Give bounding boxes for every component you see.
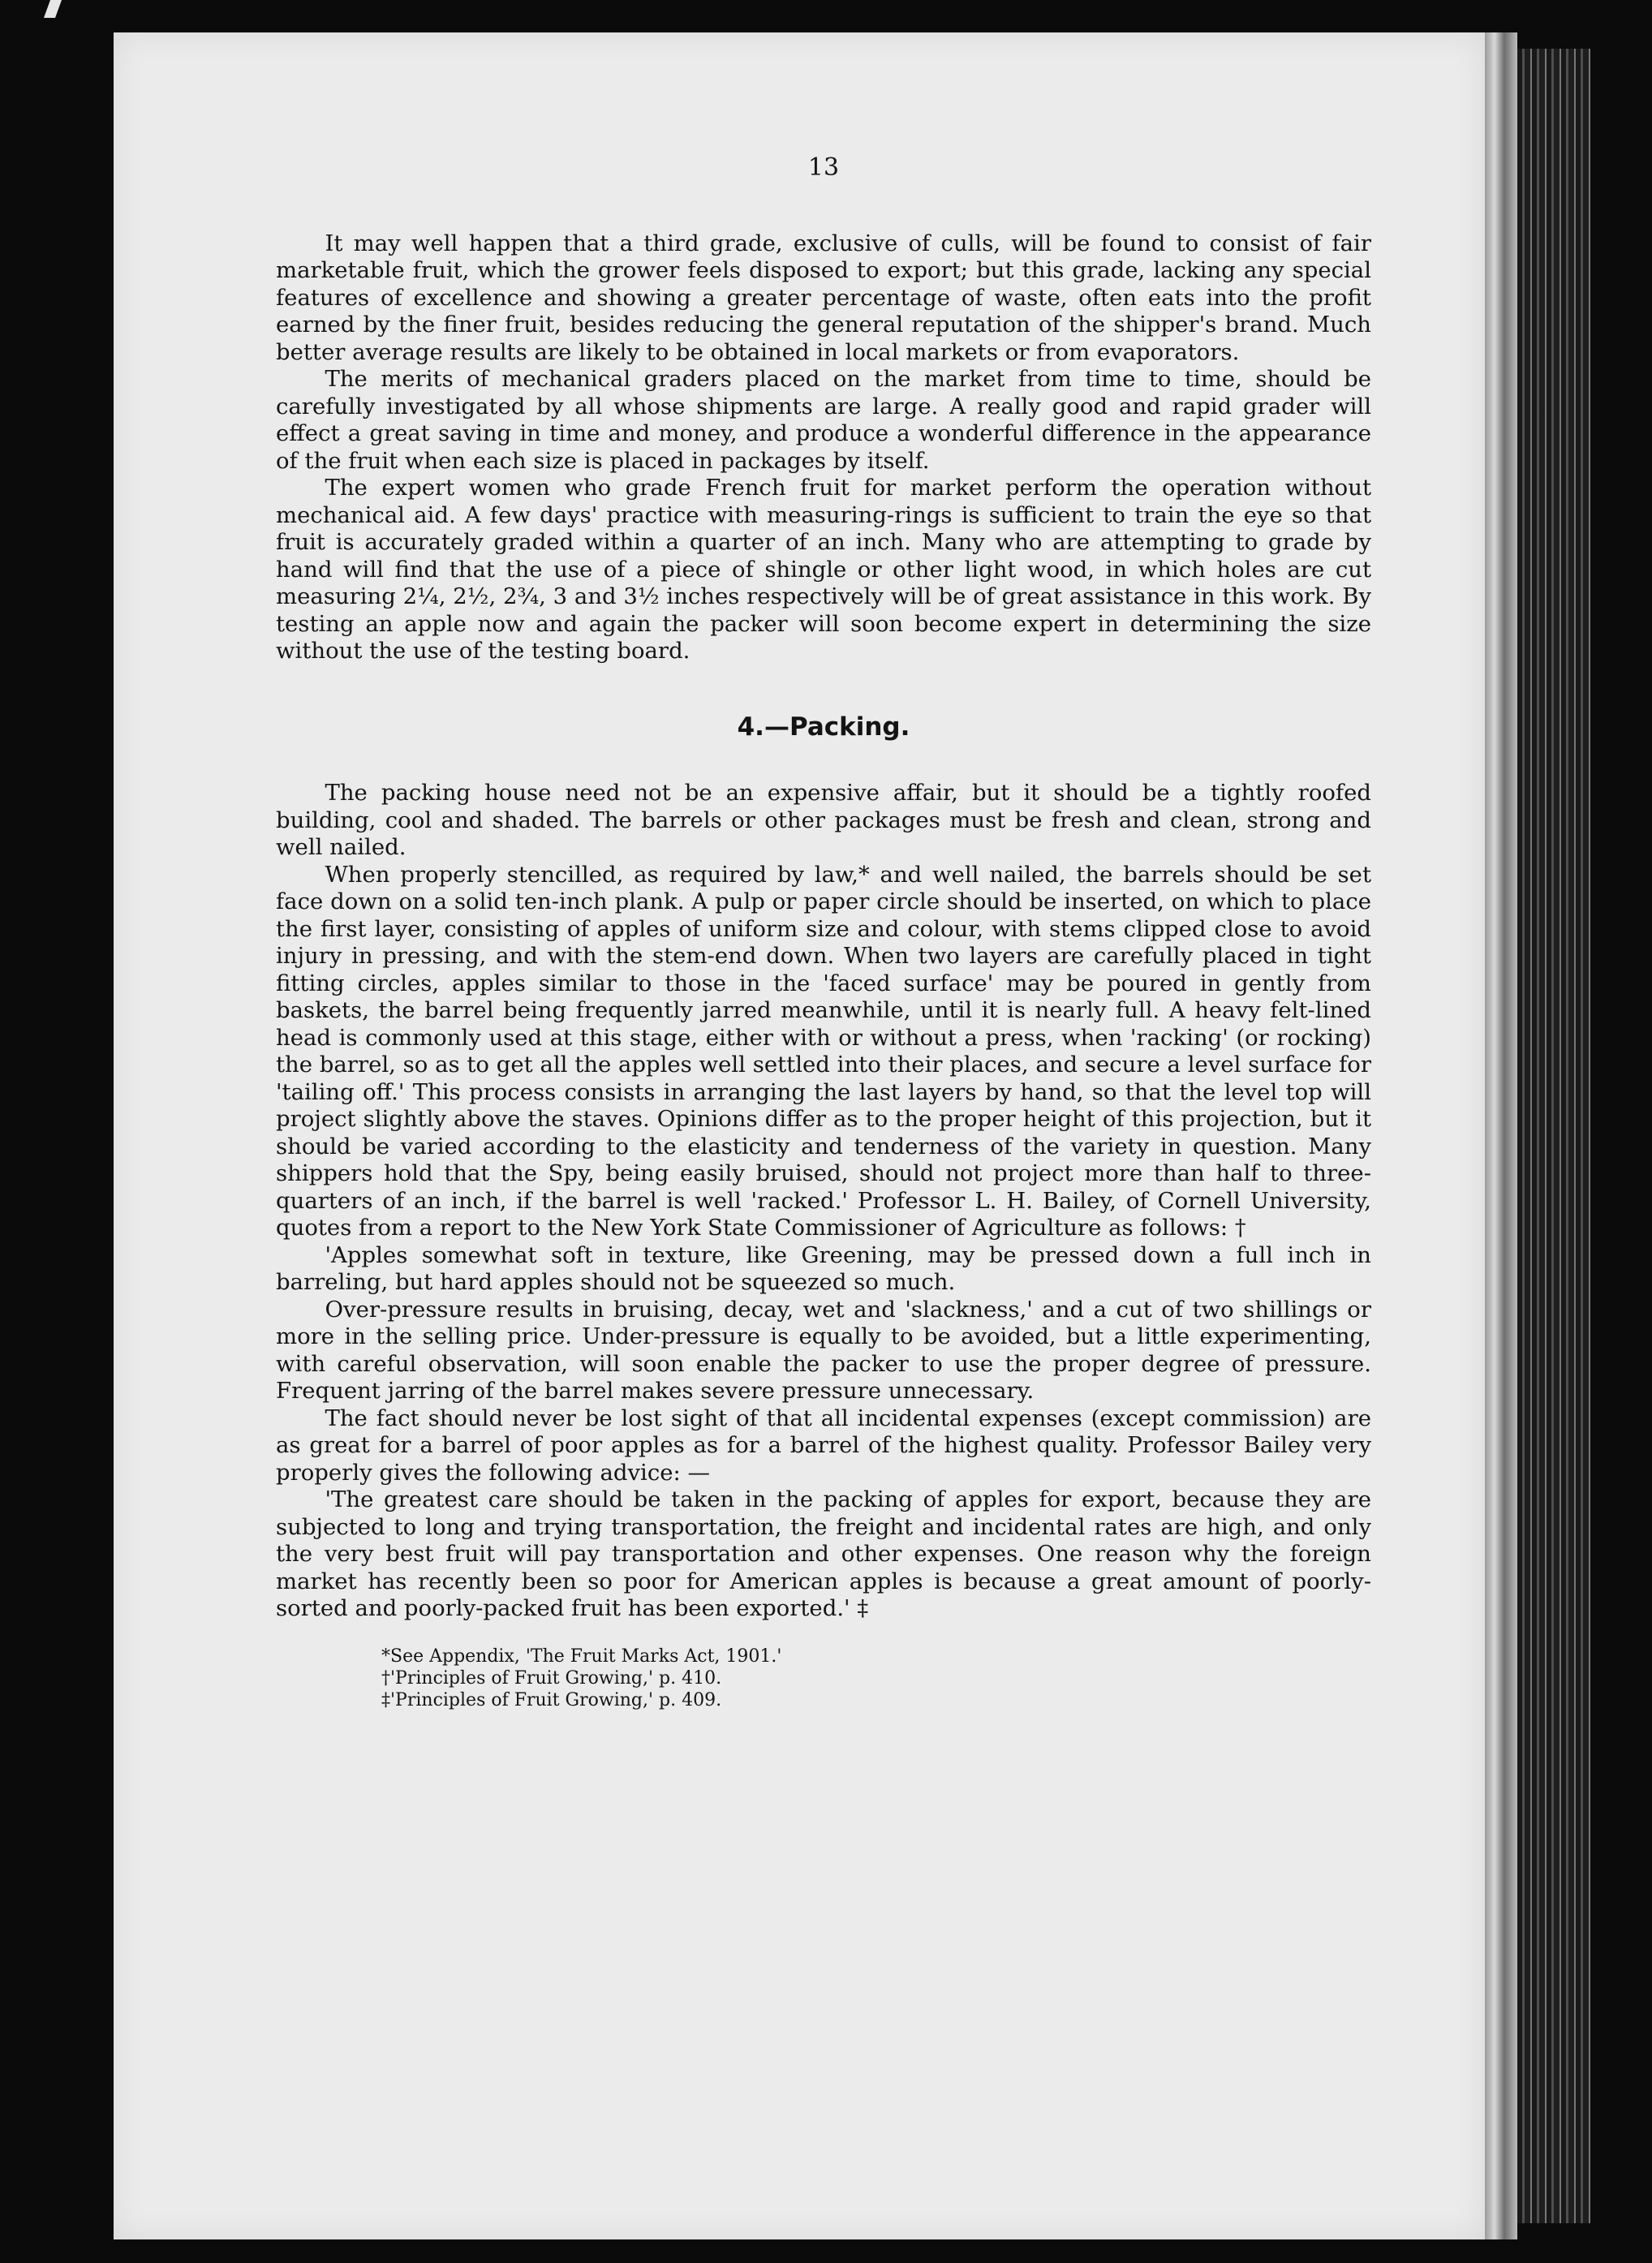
paragraph-expert-women: The expert women who grade French fruit for market perform the operation without mechanical aid. A few days' practice with measuring-rings is sufficient to train the eye so that fruit is accurately graded within a quarter of an inch. Many who are attempting to grade by hand will find that the use of a piece of shingle or other light wood, in which holes are cut measuring 2¼, 2½, 2¾, 3 and 3½ inches respectively will be of great assistance in this work. By testing an apple now and again the packer will soon become expert in determining the size without the use of the testing board.: [276, 475, 1371, 664]
footnote-principles-410: †'Principles of Fruit Growing,' p. 410.: [381, 1667, 722, 1689]
paragraph-stencilled-barrels: When properly stencilled, as required by law,* and well nailed, the barrels should be set face down on a solid ten-inch plank. A pulp or paper circle should be inserted, on which to place the first layer, consisting of apples of uniform size and colour, with stems clipped close to avoid injury in pressing, and with the stem-end down. When two layers are carefully placed in tight fitting circles, apples similar to those in the 'faced surface' may be poured in gently from baskets, the barrel being frequently jarred meanwhile, until it is nearly full. A heavy felt-lined head is commonly used at this stage, either with or without a press, when 'racking' (or rocking) the barrel, so as to get all the apples well settled into their places, and secure a level surface for 'tailing off.' This process consists in arranging the last layers by hand, so that the level top will project slightly above the staves. Opinions differ as to the proper height of this projection, but it should be varied according to the elasticity and tenderness of the variety in question. Many shippers hold that the Spy, being easily bruised, should not project more than half to three-quarters of an inch, if the barrel is well 'racked.' Professor L. H. Bailey, of Cornell University, quotes from a report to the New York State Commissioner of Agriculture as follows: †: [276, 861, 1371, 1241]
footnotes: [276, 1646, 1371, 1711]
page-content: [276, 154, 1371, 1711]
paragraph-mechanical-graders: The merits of mechanical graders placed on the market from time to time, should be carefully investigated by all whose shipments are large. A really good and rapid grader will effect a great saving in time and money, and produce a wonderful difference in the appearance of the fruit when each size is placed in packages by itself.: [276, 366, 1371, 474]
paragraph-incidental-expenses: The fact should never be lost sight of that all incidental expenses (except commission) are as great for a barrel of poor apples as for a barrel of the highest quality. Professor Bailey very properly gives the following advice: —: [276, 1405, 1371, 1486]
corner-mark: [44, 0, 62, 18]
page-edge: [1485, 32, 1517, 2239]
quote-greatest-care: 'The greatest care should be taken in the packing of apples for export, because they are subjected to long and trying transportation, the freight and incidental rates are high, and only the very best fruit will pay transportation and other expenses. One reason why the foreign market has recently been so poor for American apples is because a great amount of poorly-sorted and poorly-packed fruit has been exported.' ‡: [276, 1486, 1371, 1621]
quote-apples-soft: 'Apples somewhat soft in texture, like Greening, may be pressed down a full inch in barreling, but hard apples should not be squeezed so much.: [276, 1241, 1371, 1295]
section-heading-packing: 4.—Packing.: [737, 712, 910, 742]
paragraph-third-grade: It may well happen that a third grade, exclusive of culls, will be found to consist of fair marketable fruit, which the grower feels disposed to export; but this grade, lacking any special features of excellence and showing a greater percentage of waste, often eats into the profit earned by the finer fruit, besides reducing the general reputation of the shipper's brand. Much better average results are likely to be obtained in local markets or from evaporators.: [276, 230, 1371, 365]
footnote-appendix: *See Appendix, 'The Fruit Marks Act, 1901.': [381, 1646, 782, 1667]
quote-over-pressure: Over-pressure results in bruising, decay, wet and 'slackness,' and a cut of two shillings or more in the selling price. Under-pressure is equally to be avoided, but a little experimenting, with careful observation, will soon enable the packer to use the proper degree of pressure. Frequent jarring of the barrel makes severe pressure unnecessary.: [276, 1296, 1371, 1404]
footnote-principles-409: ‡'Principles of Fruit Growing,' p. 409.: [381, 1689, 722, 1710]
page-number: 13: [807, 153, 840, 182]
book-binding: [1517, 49, 1590, 2223]
paragraph-packing-house: The packing house need not be an expensive affair, but it should be a tightly roofed building, cool and shaded. The barrels or other packages must be fresh and clean, strong and well nailed.: [276, 780, 1371, 860]
